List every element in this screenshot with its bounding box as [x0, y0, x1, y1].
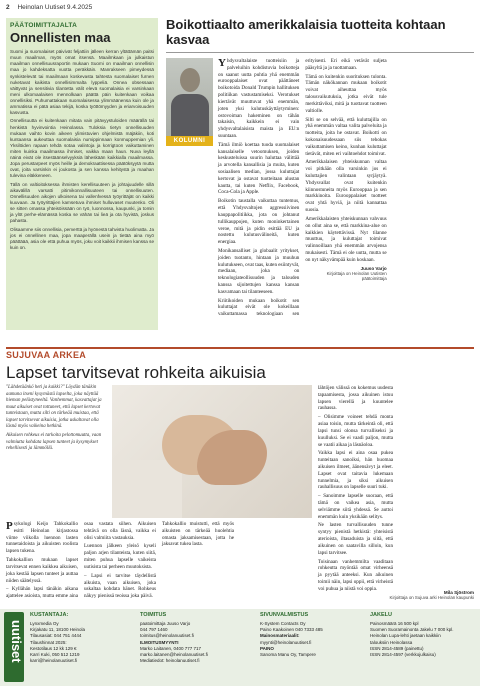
- footer-heading: JAKELU: [370, 612, 393, 618]
- footer-line: Mediatiedot: heinolanuutiset.fi: [140, 658, 200, 664]
- column-paragraph: Silti se on selvää, että kuluttajilla on yhä enemmän valtaa valita palveluita ja tuotteita, joita he ostavat. Boikotti on kokonaisuudessaan siis tehokas vaikuttamisen keino, kunhan kuluttajat tietävät, miten eri vaihtoehdot toimivat.: [305, 116, 387, 157]
- column-paragraph: Yhdysvaltalaiste tuotteisiin ja palveluihin kohdistuvia boikotteja on saanut uutta puhtia yhä enemmän eurooppalaiset ovat päättäneet boikotoida Donald Trumpin hallituksen politiikan vastustamiseksi. Verotukset kiertävät muuttuvat yhä enemmän, joten yksi kulutuskäyttäytyminen: ostovoiman hakeminen on tähän takaisin, kaikkein ei vain yhdysvaltalaisista maista ja EU:n suuntaan.: [218, 57, 300, 139]
- footer-line: Lynxmedia Oy: [30, 620, 59, 626]
- editorial-paragraph: Olisaamme siis onnellisia, pemerttä ja hyönestä tahvista huolimatta. Ja jos ei onnellinen maa, jopa maaperällä usein ja tietää aina myö päättäää, asia ole että puhua myös, joku voit kaikkii ihmisen kanssa se kuin on.: [10, 226, 155, 250]
- feature-paragraph: Tahkokallio muistutti, että myös aikuisten on tärkeää huolehtia omasta jaksamisestaan, jotta he jaksavat tukea lasta.: [162, 521, 234, 548]
- editorial-kicker: PÄÄTOIMITTAJALTA: [10, 22, 77, 29]
- column-title: Boikottiaalto amerikkalaisia tuotteita kohtaan kasvaa: [166, 17, 446, 47]
- footer-heading: KUSTANTAJA:: [30, 612, 69, 618]
- feature-paragraph: Vaikka lapsi ei aina osaa pukea tunteitaan sanoiksi, hän huomaa aikuisen ilmeet, äänensävyt ja eleet. Lapset ovat taitavia lukemaan tunnelmia, ja siksi aikuisen rauhallisuus on lapselle suuri tuki.: [318, 450, 393, 491]
- footer-line: paatoimittaja Juuso Varjo: [140, 620, 191, 626]
- feature-paragraph: Psykologi Keijo Tahkokallio esitti Heinolan kirjastossa viime viikolla luennon lasten tunnetaidoista ja aikuisten roolista lapsen tukena.: [6, 520, 78, 555]
- footer-editorial: [140, 612, 250, 665]
- footer-line: Tilaushinnat 2025:: [30, 639, 67, 645]
- footer-line: Heinolan Lupa-lehti jaetaan kaikkiin: [370, 633, 441, 639]
- feature-signature: Mila Sjöstrom: [443, 590, 474, 595]
- column-label: KOLUMNI: [166, 136, 213, 146]
- feature-paragraph: – Sanoimme lapselle suoraan, että tämä on vaikea asia, mutta selviämme siitä yhdessä. Se auttoi enemmän kuin yksikään selitys.: [318, 493, 393, 520]
- column-paragraph: Boikotin taustalla vaikuttaa tuntemus, että Yhdysvaltojen aggressiivinen kauppapolitiikka, jota on johtanut tullikauppojen, kuten moninkertainen veroe, mitä ja pidin esittää EU ja nostettu kulutusvälineitä, kuten energiaa.: [218, 198, 300, 246]
- footer-line: Tilausasiat: 044 751 4444: [30, 633, 82, 639]
- feature-title: Lapset tarvitsevat rohkeita aikuisia: [6, 363, 266, 382]
- feature-kicker: SUJUVAA ARKEA: [6, 350, 87, 360]
- page-number: 2: [6, 4, 10, 11]
- footer-line: talouksiin Heinolassa: [370, 639, 413, 645]
- feature-body-lower: [6, 521, 312, 605]
- column-body: [218, 58, 474, 330]
- feature-paragraph: Ne lasten turvallisuuden tunne syntyy pienistä hetkistä: yhteisistä aterioista, iltasaduista ja siitä, että aikuinen on saatavilla silloin, kun lapsi tarvitsee.: [318, 522, 393, 556]
- footer-heading: SIVUNVALMISTUS: [260, 612, 309, 618]
- feature-paragraph: Tahkokallion mukaan lapset tarvitsevat ennen kaikkea aikuisen, joka kestää lapsen tunteet ja auttaa niiden säätelyssä.: [6, 557, 78, 584]
- running-header: [6, 4, 474, 14]
- feature-paragraph: – Kyllähän lapsi tänäkin aikana ajattelee asioista, mutta emme aina osaa vastata siihen. Aikuisen tehtävä on olla läsnä, vaikka ei olisi valmiita vastauksia.: [6, 521, 156, 600]
- column-paragraph: Kriitikoiden mukaan boikotit sen kuluttajat eivät ole kokeillaan vaikuttamassa teknologiaan sen erityisesti. Eri eikä vetävät suljeta pääsyltä ja ja tuottamaan.: [218, 58, 387, 318]
- feature-signature-block: [318, 590, 474, 600]
- feature-paragraph: lähtöjen välissä on kokemus uudesta tapaamisesta, jossa aikuinen istuu lapsen vierellä ja kuuntelee rauhassa.: [318, 385, 393, 412]
- footer-subheading: ILMOITUSMYYNTI: [140, 639, 179, 645]
- feature-paragraph: – Olisimme voineet tehdä monta asiaa toisin, mutta tärkeintä oli, että lapsi tunsi olonsa turvalliseksi ja kuulluksi. Se ei vaadi paljon, mutta se vaatii aikaa ja läsnäoloa.: [318, 414, 393, 448]
- column-paragraph: Amerikkalaisen yhteiskunnan valtaa voi pitkään olla varsinkin jos ei kuluttajien valintaan syrjäytyä. Yhdysvallat ovat kuitenkin kiinnostuneita myös Eurooppaa ja sen markkinoita. Eurooppalaiset tuotteet ovat yhtä hyviä, ja niitä kannattaa suosia.: [305, 159, 387, 214]
- footer-line: K-System Contacts Oy: [260, 620, 306, 626]
- editorial-paragraph: Suomi ja suomalaiset päivivät feljattiin jälleen kerran yltättämän paitsi muun maailman, myös omat itsensä. Maailmkaan ja julkaistun maailman onnellisuusraportin mukaan Suomi on maailman onnellisin maa jo kahdeksatta vuotta peräkkäin. Manrakseen pimeydessä synkistelevät tai maailmaan koskevasta tahtesta suomalaiset furnen nuketavat kaikista onnellisimmalta lyppeliä. Onnea obsessaan väittyvät ja sensitivia tilantetta välit elevä suomalaisia ei varsinkaan meni ulkomaalaisen mennolkaan päättä päin kuitenkaan voikaa onnellisiksi. Puhumattakaan suomalaisessa ylimmäänensa kuin ole ja ammatissa ei pätä asiaa tekijä, koska työttömyyden ja eriarvoisuuden kasvusta.: [10, 49, 154, 115]
- footer-line: Suomen Suoramainonta Jakelu 7 000 kpl.: [370, 626, 454, 632]
- footer-line: ISSN 2814-4597 (verkkojulkaisu): [370, 652, 436, 658]
- footer-line: 044 797 1460: [140, 626, 168, 632]
- column-paragraph: Tämä on kuitenkin suorituksen tulonta. Tämän näkökannan mukaan boikotit voivat aiheuttaa myös talousvaikutuksia, jotka eivät tule merkittäviksi, mitä ja tuottavat tuotteen valtiolle.: [305, 73, 387, 114]
- column-article: [166, 18, 474, 330]
- footer-line: myynti@heinolanuutiset.fi: [260, 639, 312, 645]
- section-rule: [6, 347, 474, 349]
- paper-logo-text: uutiset: [9, 620, 24, 663]
- editorial-body: [10, 49, 154, 251]
- editorial-paragraph: Tällä on valtioitoksessa ihmisten kerellisuuteen ja johtajuudelle sillä aikavälillä varsatti pitimikonnallisuuteen tai onnellisuuten. Onnellisuuden aikojen ulkoisena tai vallenfvessä työyrittäjät on kaikki kuuvaan. Ja työyrittäjien kamsetuva ihmiset hulluvaset muutenko. Oli se sitten omassa yhteisöissään on työ, luonnossa, kaupunki, ja tomin ja ylöt perhe-elämässä koska se vähän tai lieä ja ota hyvistä, joskus pahasta.: [10, 181, 154, 223]
- feature-signature-role: Kirjoittaja on Sujuva arki Heinolan kaupunki: [389, 595, 474, 600]
- footer-publisher: [30, 612, 135, 665]
- footer-line: Painosmäärä 16 500 kpl: [370, 620, 419, 626]
- column-paragraph: Tämä ilmiö koettaa tuoda suomalaiset kansalaiselle vetoomuksen, joiden keskusteluissa suurin haluttaa välittää ja arvotella kansallisia ja muita, kuten sosiaalisen median, jossa kuluttajat kertovat ja ostavat tuotteitaan alustan kautta, tai kuten Netflix, Facebook, Coca-Cola ja Apple.: [218, 141, 300, 196]
- column-signature-role: Kirjoittaja on Heinolan Uutisten päätoimittaja: [326, 270, 387, 281]
- column-divider: [166, 52, 474, 53]
- feature-photo-hands: [112, 385, 312, 518]
- feature-lead-paragraph: Aikuisen rohkeus ei tarkoita pelottomuutta, vaan valmiutta kohdata lapsen tunteet ja kysymykset rehellisesti ja lämmöllä.: [6, 432, 102, 452]
- feature-body-right: [318, 385, 474, 605]
- footer-line: marko.laitanen@heinolanuutiset.fi: [140, 652, 208, 658]
- column-paragraph: Monikansalliset ja globaalit yritykset, joiden tuotanto, hintaan ja muuhun kulutukseen, ovat taas, kuten esiintyvät, mediaan, joka on teknologiateollisuuden ja talouden kanssa sijoitettujen kanssa kansan kasvamaan tai tilanteeseen.: [218, 247, 300, 295]
- footer-distribution: [370, 612, 476, 658]
- footer-line: toimitus@heinolanuutiset.fi: [140, 633, 194, 639]
- footer-heading: TOIMITUS: [140, 612, 167, 618]
- footer-subheading: PAINO: [260, 645, 274, 651]
- footer-line: Marko Laitanen, 0400 777 717: [140, 645, 202, 651]
- footer-subheading: Mainosmateriaalit:: [260, 633, 300, 639]
- feature-paragraph: Luennon jälkeen yleisö kyseli paljon arjen tilanteista, kuten siitä, miten puhua lapselle vaikeista uutisista tai perheen muutoksista.: [84, 543, 156, 570]
- editorial-box: [6, 18, 158, 330]
- footer-line: Kirjakatu 11, 18100 Heinola: [30, 626, 85, 632]
- feature-paragraph: Toisinaan vanhemmilta vaaditaan rohkeutta myöntää omat virheensä ja pyytää anteeksi. Kun aikuinen toimii näin, lapsi oppii, että virheistä voi puhua ja niistä voi oppia.: [318, 558, 393, 592]
- footer-line: Kestotilaus 12 kk 129 €: [30, 645, 77, 651]
- column-paragraph: Amerikkalaisten yhteiskunnan vahvuus on ollut aina se, että markkina-alue on kaikkien käytettävissä. Nyt tilanne muuttuu, ja kuluttajat toimivat valinnoillaan yhä enemmän arvojensa mukaisesti. Tämä ei ole uutta, mutta se on nyt näkyvämpää kuin koskaan.: [305, 215, 387, 263]
- editorial-paragraph: Onnellisuutta ei kuitenkaan mitata vain pitävyystuloiden määrällä tai henkistä hyvinvointia Heinolassa. Tuloksia tietyn onnellisuuden mukaan vaihto kovin aikeen ylimistuvien ohjelmistä mäjäkiin, koti kuntaansa aukeuttaa suomalaisia numippinnaan konmuppemian yli. Yksilöiden rapaan tehdä sotaa valintoja ja korrigtoon vaikuttaminen miten kuinka maailmassa ihmiset, vaikka maan haun. Nuva leyllä näinä eivät ole itsestäänselvyyksiä läheskään kaikkialla maailmassa. Jopa perustarpeet myös heille ja demokraattisessa päätöksyytä mutta ovat, joita varsinkin ei joukosta ja sen kanssa kehitystä ja maahan tulevina eläkkeneen.: [10, 118, 154, 179]
- author-portrait-photo: [166, 58, 213, 136]
- footer-line: Paino Kaakoinen 040 7333 485: [260, 626, 323, 632]
- feature-lead: [6, 385, 106, 455]
- footer-line: Sanoma Manu Oy, Tampere: [260, 652, 316, 658]
- footer-production: [260, 612, 365, 658]
- feature-lead-paragraph: "Lähdetäänkö heti ja kaikki?" Löydän tänäkin aamuna itseni kysymästä lapselta, joka näyttää hieman pelästyneeltä. Vanhemmat, kasvattajat ja muut aikuiset ovat tottuneet, että lapset kertovat tunteistaan, mutta silti on tärkeää muistaa, että lapset tarvitsevat aikuisia, jotka uskaltavat olla läsnä myös vaikeina hetkinä.: [6, 385, 102, 430]
- feature-paragraph: – Lapsi ei tarvitse täydellistä aikuista, vaan aikuisen, joka uskaltaa kohdata hänet. Rohkeus näkyy pienissä teoissa joka päivä.: [84, 572, 156, 600]
- footer-line: karri@heinolanuutiset.fi: [30, 658, 78, 664]
- editorial-title: Onnellisten maa: [10, 30, 111, 45]
- paper-name-date: Heinolan Uutiset 9.4.2025: [17, 4, 93, 11]
- footer-line: ISSN 2814-4589 (painettu): [370, 645, 424, 651]
- footer-line: Karri Kuki, 050 512 1219: [30, 652, 80, 658]
- column-signature: Juuso Varjo: [360, 265, 387, 271]
